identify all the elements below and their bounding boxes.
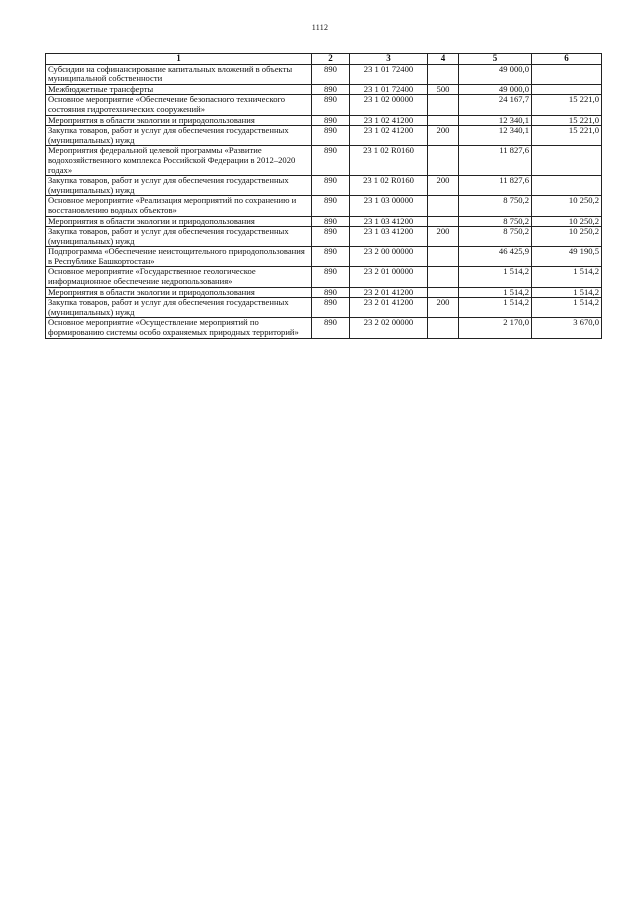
table-row bbox=[46, 287, 602, 298]
row-ministry-code: 890 bbox=[312, 126, 350, 146]
row-ministry-code: 890 bbox=[312, 176, 350, 196]
row-expense-type bbox=[428, 267, 459, 287]
table-row bbox=[46, 247, 602, 267]
row-ministry-code: 890 bbox=[312, 146, 350, 176]
row-target-article: 23 1 03 41200 bbox=[350, 216, 428, 227]
row-description: Основное мероприятие «Осуществление мероприятий по формированию системы особо охраняемых природных территорий» bbox=[46, 318, 312, 338]
row-ministry-code: 890 bbox=[312, 84, 350, 95]
row-amount-col5: 11 827,6 bbox=[459, 146, 532, 176]
row-description: Основное мероприятие «Реализация мероприятий по сохранению и восстановлению водных объектов» bbox=[46, 196, 312, 216]
row-amount-col5: 2 170,0 bbox=[459, 318, 532, 338]
row-amount-col5: 46 425,9 bbox=[459, 247, 532, 267]
row-ministry-code: 890 bbox=[312, 95, 350, 115]
row-ministry-code: 890 bbox=[312, 216, 350, 227]
table-row bbox=[46, 318, 602, 338]
row-description: Закупка товаров, работ и услуг для обеспечения государственных (муниципальных) нужд bbox=[46, 298, 312, 318]
row-amount-col5: 12 340,1 bbox=[459, 126, 532, 146]
row-ministry-code: 890 bbox=[312, 196, 350, 216]
row-expense-type bbox=[428, 216, 459, 227]
row-amount-col6: 10 250,2 bbox=[532, 227, 602, 247]
row-target-article: 23 1 01 72400 bbox=[350, 64, 428, 84]
row-amount-col6: 1 514,2 bbox=[532, 287, 602, 298]
table-row bbox=[46, 126, 602, 146]
table-row bbox=[46, 176, 602, 196]
row-ministry-code: 890 bbox=[312, 115, 350, 126]
row-description: Основное мероприятие «Государственное геологическое информационное обеспечение недропользования» bbox=[46, 267, 312, 287]
table-row bbox=[46, 216, 602, 227]
row-description: Межбюджетные трансферты bbox=[46, 84, 312, 95]
row-target-article: 23 1 02 41200 bbox=[350, 115, 428, 126]
row-target-article: 23 2 01 41200 bbox=[350, 287, 428, 298]
row-amount-col5: 8 750,2 bbox=[459, 196, 532, 216]
row-expense-type bbox=[428, 287, 459, 298]
row-description: Мероприятия в области экологии и природопользования bbox=[46, 287, 312, 298]
row-ministry-code: 890 bbox=[312, 247, 350, 267]
row-expense-type bbox=[428, 115, 459, 126]
table-row bbox=[46, 227, 602, 247]
row-description: Мероприятия федеральной целевой программы «Развитие водохозяйственного комплекса Российской Федерации в 2012–2020 годах» bbox=[46, 146, 312, 176]
row-amount-col6: 49 190,5 bbox=[532, 247, 602, 267]
row-expense-type: 200 bbox=[428, 298, 459, 318]
row-amount-col6: 15 221,0 bbox=[532, 95, 602, 115]
table-row bbox=[46, 64, 602, 84]
budget-table bbox=[45, 53, 602, 339]
row-description: Подпрограмма «Обеспечение неистощительного природопользования в Республике Башкортостан» bbox=[46, 247, 312, 267]
row-ministry-code: 890 bbox=[312, 227, 350, 247]
table-row bbox=[46, 196, 602, 216]
row-amount-col5: 8 750,2 bbox=[459, 227, 532, 247]
row-target-article: 23 1 01 72400 bbox=[350, 84, 428, 95]
table-row bbox=[46, 84, 602, 95]
row-amount-col5: 12 340,1 bbox=[459, 115, 532, 126]
row-amount-col6: 15 221,0 bbox=[532, 126, 602, 146]
row-target-article: 23 2 01 41200 bbox=[350, 298, 428, 318]
column-header: 5 bbox=[459, 54, 532, 65]
row-amount-col5: 1 514,2 bbox=[459, 267, 532, 287]
row-target-article: 23 1 02 41200 bbox=[350, 126, 428, 146]
row-expense-type bbox=[428, 247, 459, 267]
row-target-article: 23 2 02 00000 bbox=[350, 318, 428, 338]
row-description: Закупка товаров, работ и услуг для обеспечения государственных (муниципальных) нужд bbox=[46, 176, 312, 196]
row-description: Субсидии на софинансирование капитальных вложений в объекты муниципальной собственности bbox=[46, 64, 312, 84]
table-row bbox=[46, 146, 602, 176]
row-expense-type: 200 bbox=[428, 126, 459, 146]
row-amount-col5: 49 000,0 bbox=[459, 84, 532, 95]
row-amount-col6: 10 250,2 bbox=[532, 196, 602, 216]
row-target-article: 23 2 01 00000 bbox=[350, 267, 428, 287]
row-description: Закупка товаров, работ и услуг для обеспечения государственных (муниципальных) нужд bbox=[46, 126, 312, 146]
row-expense-type bbox=[428, 95, 459, 115]
row-expense-type: 200 bbox=[428, 227, 459, 247]
row-amount-col5: 1 514,2 bbox=[459, 298, 532, 318]
row-amount-col6: 10 250,2 bbox=[532, 216, 602, 227]
row-ministry-code: 890 bbox=[312, 318, 350, 338]
page-number: 1112 bbox=[311, 23, 329, 32]
column-header: 4 bbox=[428, 54, 459, 65]
column-header: 3 bbox=[350, 54, 428, 65]
row-amount-col6 bbox=[532, 146, 602, 176]
row-amount-col5: 24 167,7 bbox=[459, 95, 532, 115]
row-amount-col5: 49 000,0 bbox=[459, 64, 532, 84]
row-expense-type: 500 bbox=[428, 84, 459, 95]
row-expense-type bbox=[428, 196, 459, 216]
row-target-article: 23 2 00 00000 bbox=[350, 247, 428, 267]
table-row bbox=[46, 298, 602, 318]
row-amount-col5: 8 750,2 bbox=[459, 216, 532, 227]
row-ministry-code: 890 bbox=[312, 287, 350, 298]
row-expense-type bbox=[428, 146, 459, 176]
row-target-article: 23 1 02 R0160 bbox=[350, 146, 428, 176]
row-amount-col6: 3 670,0 bbox=[532, 318, 602, 338]
row-amount-col6: 1 514,2 bbox=[532, 298, 602, 318]
table-row bbox=[46, 115, 602, 126]
row-target-article: 23 1 02 00000 bbox=[350, 95, 428, 115]
column-header: 1 bbox=[46, 54, 312, 65]
row-amount-col6: 1 514,2 bbox=[532, 267, 602, 287]
row-amount-col5: 11 827,6 bbox=[459, 176, 532, 196]
row-description: Основное мероприятие «Обеспечение безопасного технического состояния гидротехнических сооружений» bbox=[46, 95, 312, 115]
row-expense-type: 200 bbox=[428, 176, 459, 196]
row-amount-col6: 15 221,0 bbox=[532, 115, 602, 126]
row-ministry-code: 890 bbox=[312, 64, 350, 84]
row-ministry-code: 890 bbox=[312, 267, 350, 287]
row-description: Мероприятия в области экологии и природопользования bbox=[46, 115, 312, 126]
column-header: 6 bbox=[532, 54, 602, 65]
row-expense-type bbox=[428, 318, 459, 338]
row-target-article: 23 1 03 41200 bbox=[350, 227, 428, 247]
row-target-article: 23 1 03 00000 bbox=[350, 196, 428, 216]
row-description: Закупка товаров, работ и услуг для обеспечения государственных (муниципальных) нужд bbox=[46, 227, 312, 247]
row-expense-type bbox=[428, 64, 459, 84]
row-amount-col5: 1 514,2 bbox=[459, 287, 532, 298]
table-row bbox=[46, 95, 602, 115]
row-ministry-code: 890 bbox=[312, 298, 350, 318]
row-amount-col6 bbox=[532, 176, 602, 196]
table-row bbox=[46, 267, 602, 287]
table-header-row bbox=[46, 54, 602, 65]
row-amount-col6 bbox=[532, 64, 602, 84]
row-target-article: 23 1 02 R0160 bbox=[350, 176, 428, 196]
row-amount-col6 bbox=[532, 84, 602, 95]
row-description: Мероприятия в области экологии и природопользования bbox=[46, 216, 312, 227]
column-header: 2 bbox=[312, 54, 350, 65]
